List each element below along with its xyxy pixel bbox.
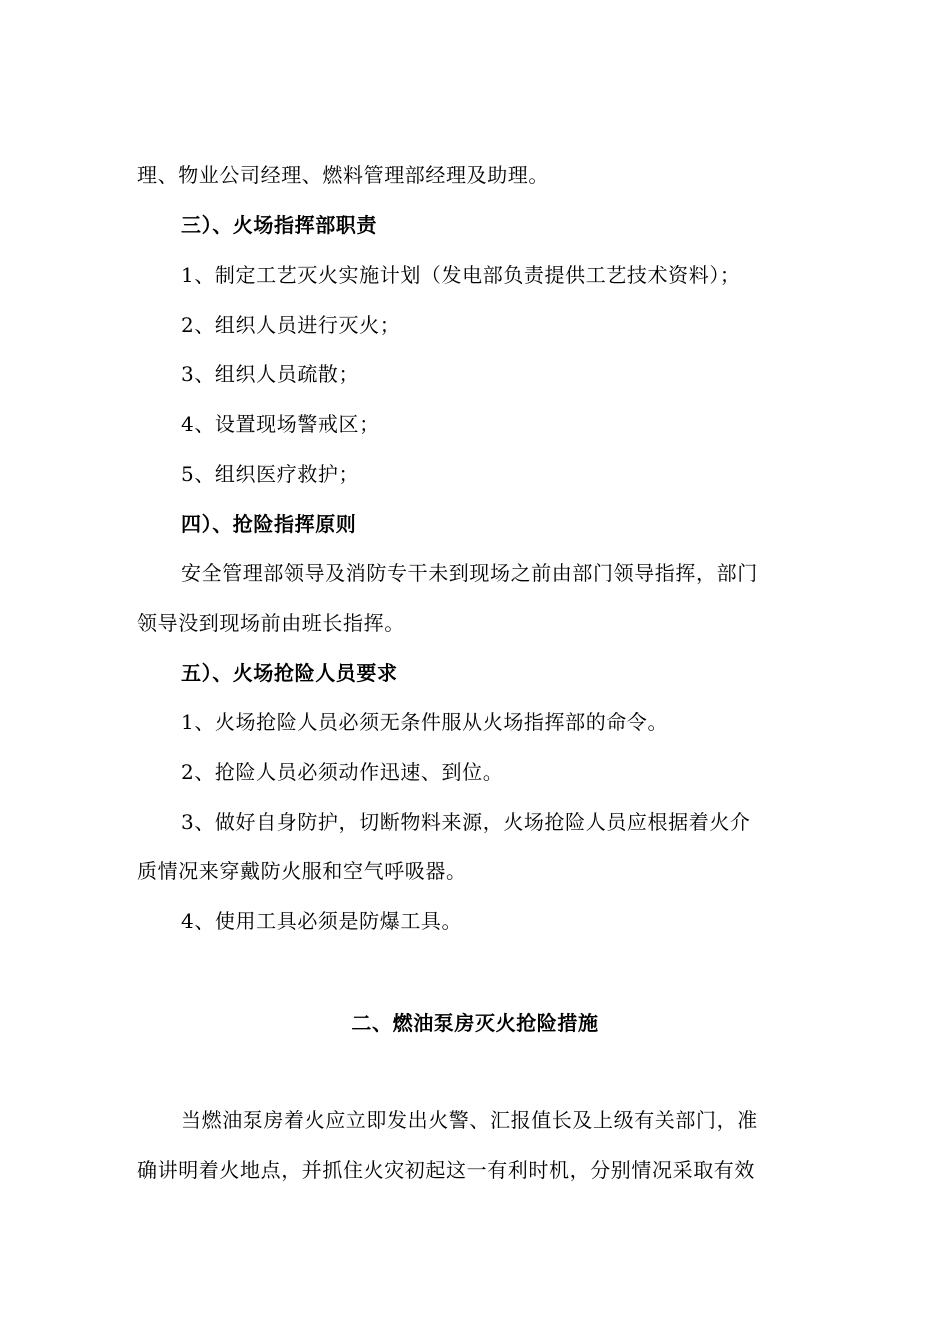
paragraph-line: 理、物业公司经理、燃料管理部经理及助理。 xyxy=(137,163,549,187)
list-item: 4、使用工具必须是防爆工具。 xyxy=(181,909,463,933)
paragraph-line: 质情况来穿戴防火服和空气呼吸器。 xyxy=(137,859,467,883)
list-item: 3、做好自身防护，切断物料来源，火场抢险人员应根据着火介 xyxy=(181,810,751,834)
list-item: 3、组织人员疏散； xyxy=(181,362,360,386)
paragraph-line: 安全管理部领导及消防专干未到现场之前由部门领导指挥，部门 xyxy=(181,561,758,585)
paragraph-line: 领导没到现场前由班长指挥。 xyxy=(137,611,405,635)
list-item: 4、设置现场警戒区； xyxy=(181,412,380,436)
section-heading: 三）、火场指挥部职责 xyxy=(181,213,377,237)
section-heading: 五）、火场抢险人员要求 xyxy=(181,661,398,685)
list-item: 1、制定工艺灭火实施计划（发电部负责提供工艺技术资料）； xyxy=(181,263,741,287)
list-item: 5、组织医疗救护； xyxy=(181,462,360,486)
chapter-title: 二、燃油泵房灭火抢险措施 xyxy=(351,1011,599,1035)
list-item: 2、抢险人员必须动作迅速、到位。 xyxy=(181,760,504,784)
list-item: 2、组织人员进行灭火； xyxy=(181,313,401,337)
section-heading: 四）、抢险指挥原则 xyxy=(181,512,357,536)
paragraph-line: 确讲明着火地点，并抓住火灾初起这一有利时机，分别情况采取有效 xyxy=(137,1158,755,1182)
list-item: 1、火场抢险人员必须无条件服从火场指挥部的命令。 xyxy=(181,710,669,734)
paragraph-line: 当燃油泵房着火应立即发出火警、汇报值长及上级有关部门，准 xyxy=(181,1108,758,1132)
